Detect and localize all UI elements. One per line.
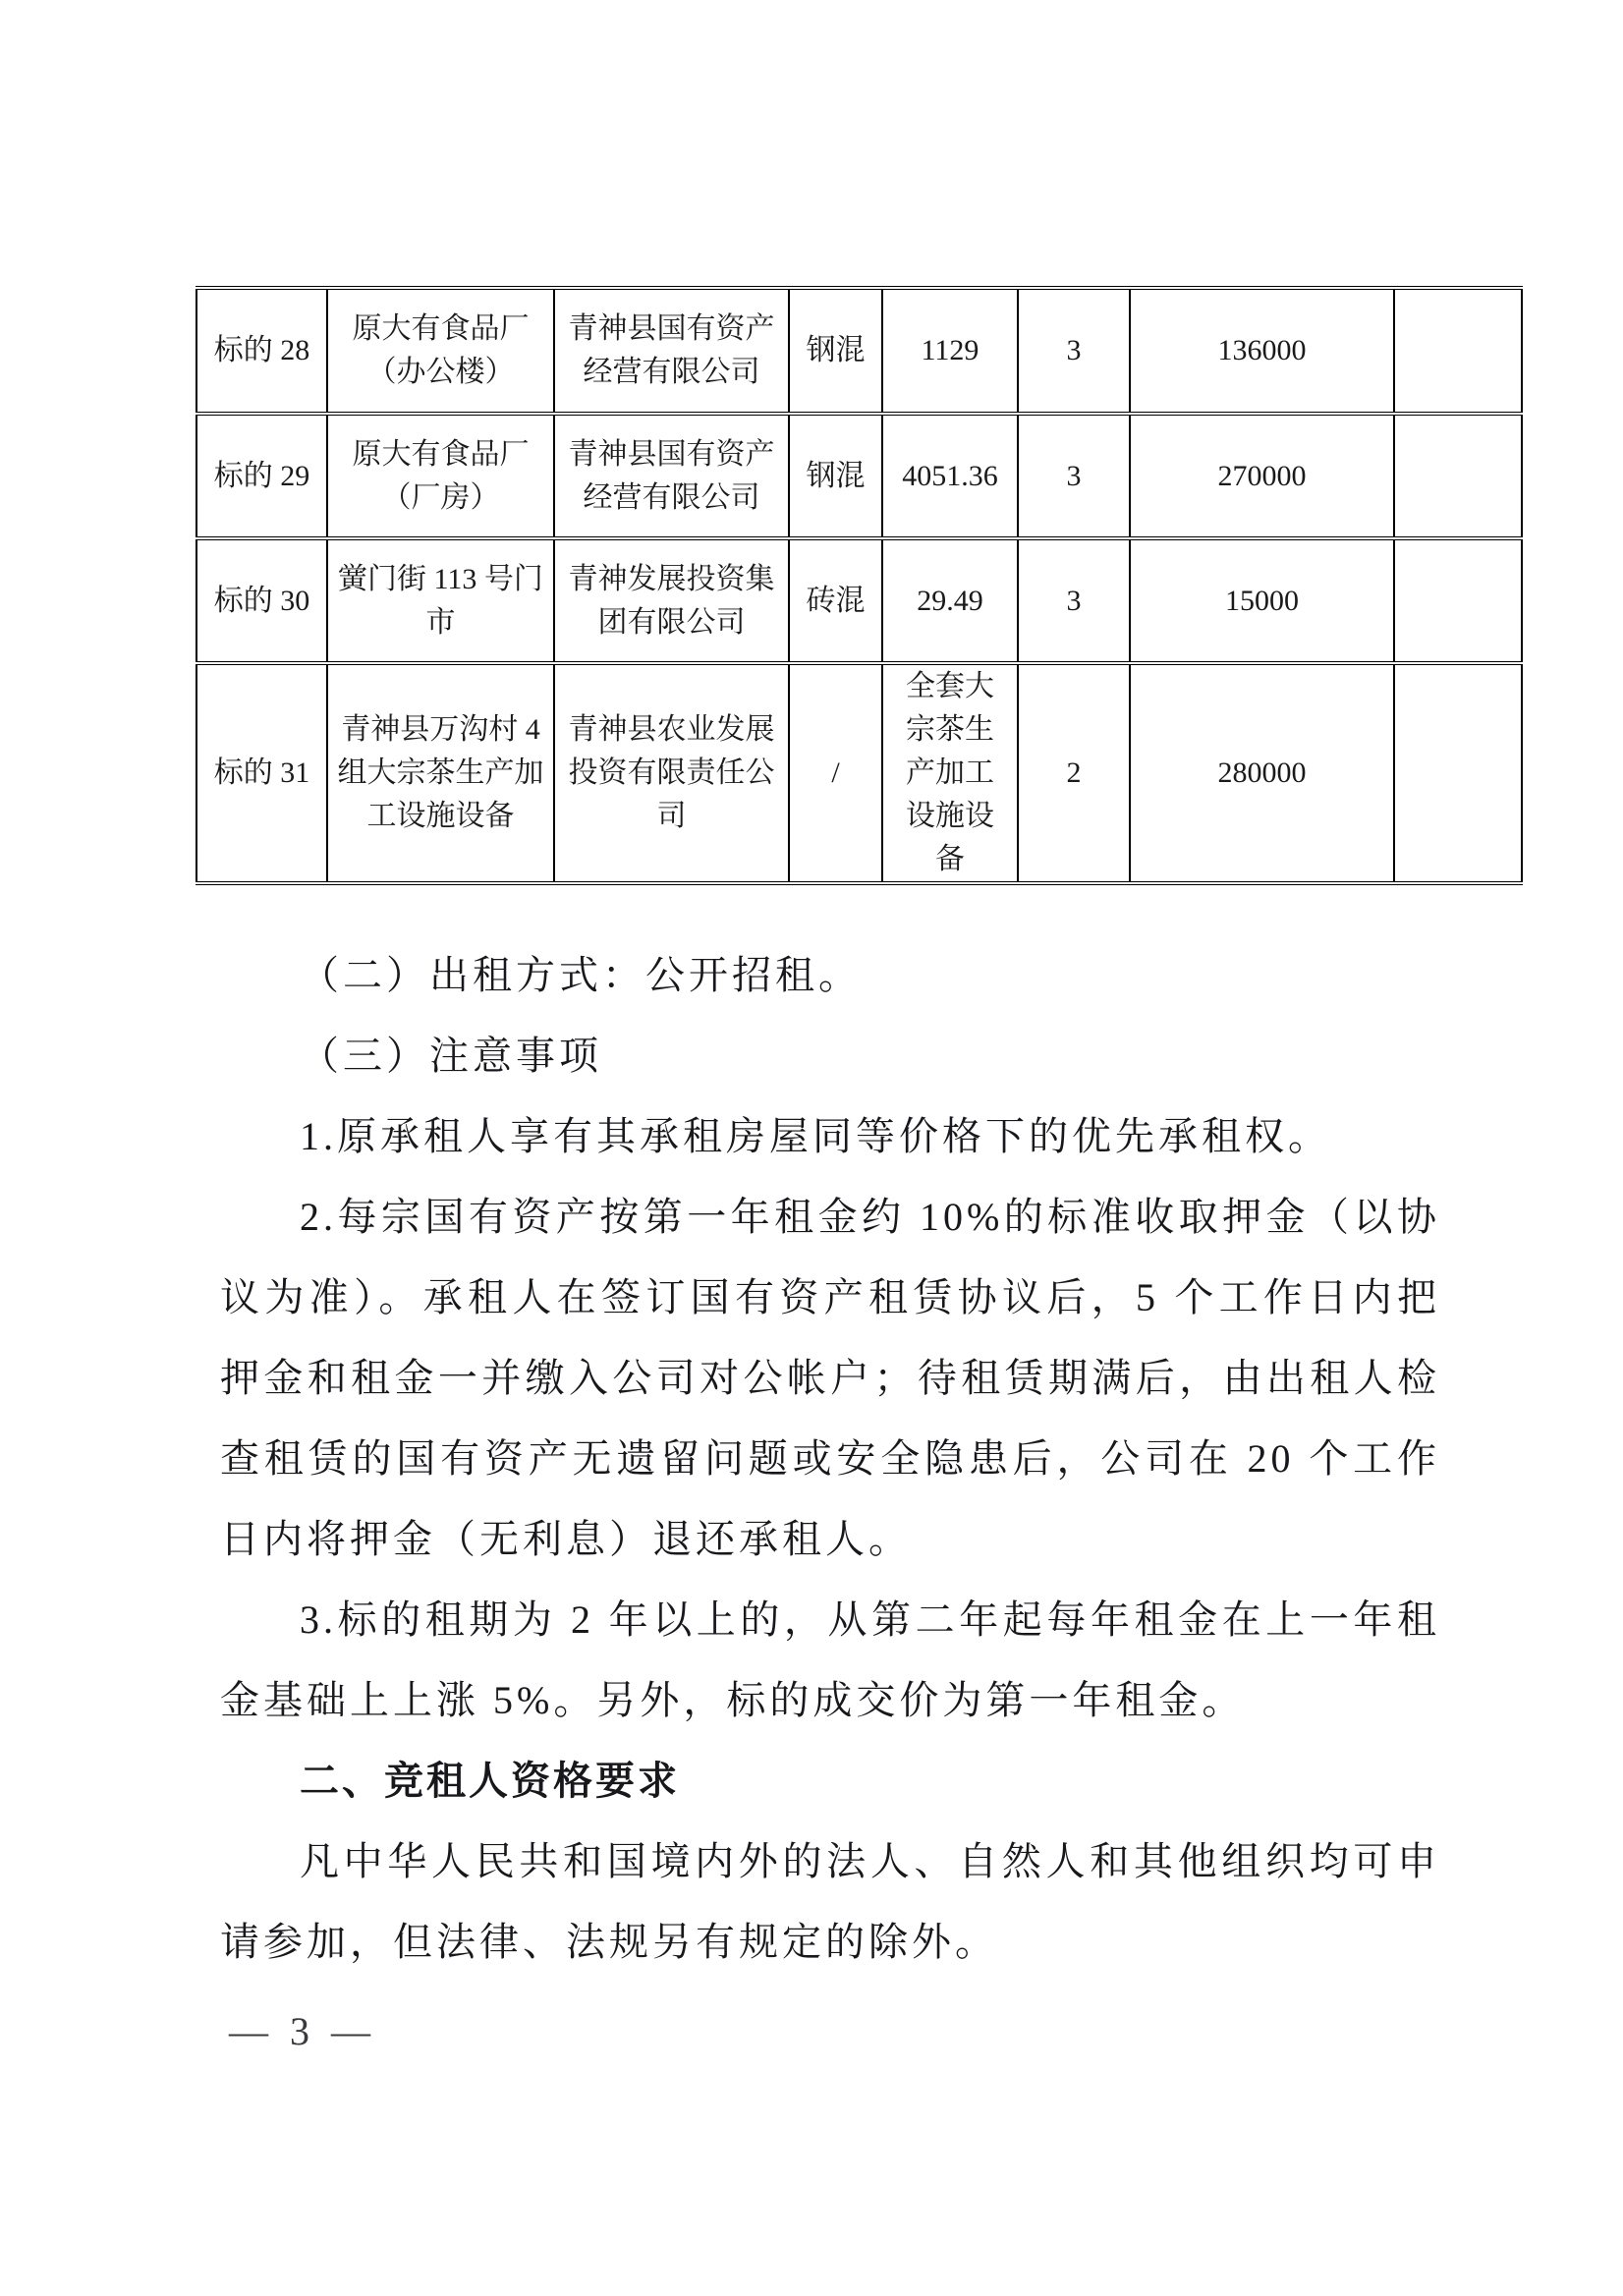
body-text (220, 935, 1440, 1983)
owner-cell: 青神县农业发展投资有限责任公司 (554, 663, 789, 883)
para-note-3-line-1: 3.标的租期为 2 年以上的，从第二年起每年租金在上一年租 (300, 1597, 1440, 1642)
section-heading-qualifications: 二、竞租人资格要求 (300, 1760, 680, 1803)
term-cell: 3 (1018, 538, 1130, 663)
para-note-1: 1.原承租人享有其承租房屋同等价格下的优先承租权。 (300, 1114, 1331, 1158)
note-cell (1394, 414, 1522, 538)
page-number: — 3 — (229, 2009, 376, 2053)
area-cell: 全套大宗茶生产加工设施设备 (882, 663, 1018, 883)
structure-cell: 砖混 (789, 538, 882, 663)
note-cell (1394, 538, 1522, 663)
para-qualification-line-1: 凡中华人民共和国境内外的法人、自然人和其他组织均可申 (300, 1839, 1440, 1883)
para-note-3-line-2: 金基础上上涨 5%。另外，标的成交价为第一年租金。 (220, 1678, 1246, 1722)
asset-name-cell: 黉门街 113 号门市 (327, 538, 554, 663)
price-cell: 280000 (1130, 663, 1394, 883)
table-row (196, 288, 1522, 414)
para-note-2-line-4: 查租赁的国有资产无遗留问题或安全隐患后，公司在 20 个工作 (220, 1436, 1440, 1481)
table-row (196, 538, 1522, 663)
note-cell (1394, 288, 1522, 414)
lot-id-cell: 标的 30 (196, 538, 327, 663)
owner-cell: 青神县国有资产经营有限公司 (554, 414, 789, 538)
owner-cell: 青神发展投资集团有限公司 (554, 538, 789, 663)
para-rent-method: （二）出租方式：公开招租。 (300, 953, 862, 997)
para-note-2-line-1: 2.每宗国有资产按第一年租金约 10%的标准收取押金（以协 (300, 1195, 1440, 1239)
structure-cell: 钢混 (789, 288, 882, 414)
term-cell: 3 (1018, 288, 1130, 414)
para-note-2-line-2: 议为准）。承租人在签订国有资产租赁协议后，5 个工作日内把 (220, 1275, 1440, 1319)
para-qualification-line-2: 请参加，但法律、法规另有规定的除外。 (220, 1920, 998, 1964)
para-note-2-line-5: 日内将押金（无利息）退还承租人。 (220, 1517, 912, 1561)
para-note-2-line-3: 押金和租金一并缴入公司对公帐户；待租赁期满后，由出租人检 (220, 1356, 1440, 1400)
lot-id-cell: 标的 28 (196, 288, 327, 414)
area-cell: 1129 (882, 288, 1018, 414)
table-row (196, 663, 1522, 883)
price-cell: 136000 (1130, 288, 1394, 414)
asset-name-cell: 青神县万沟村 4 组大宗茶生产加工设施设备 (327, 663, 554, 883)
lot-id-cell: 标的 29 (196, 414, 327, 538)
price-cell: 270000 (1130, 414, 1394, 538)
asset-name-cell: 原大有食品厂（办公楼） (327, 288, 554, 414)
para-notes-title: （三）注意事项 (300, 1034, 602, 1078)
structure-cell: 钢混 (789, 414, 882, 538)
asset-name-cell: 原大有食品厂（厂房） (327, 414, 554, 538)
term-cell: 2 (1018, 663, 1130, 883)
asset-table (196, 286, 1523, 885)
price-cell: 15000 (1130, 538, 1394, 663)
table-row (196, 414, 1522, 538)
lot-id-cell: 标的 31 (196, 663, 327, 883)
area-cell: 4051.36 (882, 414, 1018, 538)
structure-cell: / (789, 663, 882, 883)
note-cell (1394, 663, 1522, 883)
owner-cell: 青神县国有资产经营有限公司 (554, 288, 789, 414)
area-cell: 29.49 (882, 538, 1018, 663)
term-cell: 3 (1018, 414, 1130, 538)
